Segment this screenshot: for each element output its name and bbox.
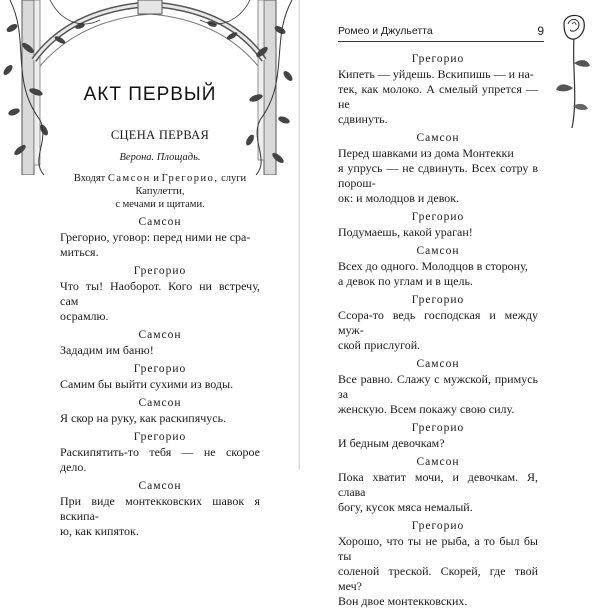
stage-direction-name: Грегорио, [161, 173, 219, 184]
dialogue-line: И бедным девочкам? [338, 436, 445, 450]
dialogue-line: Ссора-то ведь господская и между муж- [338, 308, 538, 337]
stage-direction-conj: и [153, 173, 159, 184]
stage-direction-line2: с мечами и щитами. [115, 199, 205, 210]
speaker-name: Самсон [138, 329, 182, 341]
dialogue-line: Все равно. Слажу с мужской, примусь за [338, 372, 538, 401]
dialogue-line: Кипеть — уйдешь. Вскипишь — и на- [338, 67, 534, 81]
dialogue-line: Самим бы выйти сухими из воды. [60, 377, 234, 391]
right-text-column [338, 48, 538, 609]
speaker-name: Грегорио [411, 422, 465, 434]
speaker-name: Самсон [416, 132, 460, 144]
dialogue-line: ю, как кипяток. [60, 524, 139, 538]
right-page [300, 0, 600, 608]
dialogue-line: Раскипятить-то тебя — не скорое дело. [60, 445, 260, 474]
left-text-column [60, 128, 260, 539]
dialogue-line: осрамлю. [60, 309, 109, 323]
dialogue-line: а девок по углам и в щель. [338, 274, 473, 288]
speaker-name: Самсон [138, 480, 182, 492]
dialogue-line: Вон двое монтекковских. [338, 594, 468, 608]
stage-direction-name: Самсон [107, 173, 151, 184]
dialogue-line: Подумаешь, какой ураган! [338, 225, 473, 239]
speaker-name: Грегорио [133, 431, 187, 443]
act-title: АКТ ПЕРВЫЙ [83, 84, 217, 105]
speaker-name: Самсон [416, 456, 460, 468]
dialogue-line: Зададим им баню! [60, 343, 154, 357]
speaker-name: Грегорио [133, 363, 187, 375]
scene-title: СЦЕНА ПЕРВАЯ [110, 128, 210, 142]
speaker-name: Грегорио [411, 520, 465, 532]
speaker-name: Грегорио [411, 53, 465, 65]
dialogue-line: Грегорио, уговор: перед ними не сра- [60, 230, 251, 244]
stage-direction-rest: слуги Капулетти, [135, 173, 247, 197]
dialogue-line: миться. [60, 245, 99, 259]
speaker-name: Самсон [138, 397, 182, 409]
dialogue-line: Пока хватит мочи, и девочкам. Я, слава [338, 470, 538, 499]
dialogue-line: Перед шавками из дома Монтекки [338, 146, 514, 160]
running-head-title: Ромео и Джульетта [338, 25, 433, 37]
running-header [338, 25, 544, 42]
dialogue-line: Что ты! Наоборот. Кого ни встречу, сам [60, 279, 260, 308]
dialogue-line: тек, как молоко. А смелый упрется — не [338, 82, 538, 111]
speaker-name: Самсон [416, 245, 460, 257]
dialogue-line: соленой треской. Скорей, где твой меч? [338, 564, 538, 593]
dialogue-line: богу, кусок мяса немалый. [338, 500, 473, 514]
speaker-name: Грегорио [133, 265, 187, 277]
page-number: 9 [537, 24, 544, 38]
dialogue-line: Всех до одного. Молодцов в сторону, [338, 259, 528, 273]
dialogue-line: сдвинуть. [338, 112, 388, 126]
dialogue-line: При виде монтекковских шавок я вскипа- [60, 494, 260, 523]
dialogue-line: женскую. Всем покажу свою силу. [338, 402, 515, 416]
speaker-name: Грегорио [411, 294, 465, 306]
rose-illustration [552, 8, 594, 128]
dialogue-line: я упрусь — не сдвинуть. Всех сотру в порош- [338, 161, 538, 190]
speaker-name: Грегорио [411, 211, 465, 223]
speaker-name: Самсон [416, 358, 460, 370]
dialogue-line: ской прислугой. [338, 338, 421, 352]
dialogue-line: Я скор на руку, как раскипячусь. [60, 411, 227, 425]
left-dialogue [60, 215, 260, 539]
stage-direction-lead: Входят [73, 173, 106, 184]
dialogue-line: Хорошо, что ты не рыба, а то был бы ты [338, 534, 538, 563]
dialogue-line: ок: и молодцов и девок. [338, 191, 460, 205]
scene-place: Верона. Площадь. [119, 152, 201, 163]
stage-direction [60, 172, 260, 211]
speaker-name: Самсон [138, 216, 182, 228]
right-dialogue [338, 52, 538, 609]
left-page [0, 0, 300, 538]
